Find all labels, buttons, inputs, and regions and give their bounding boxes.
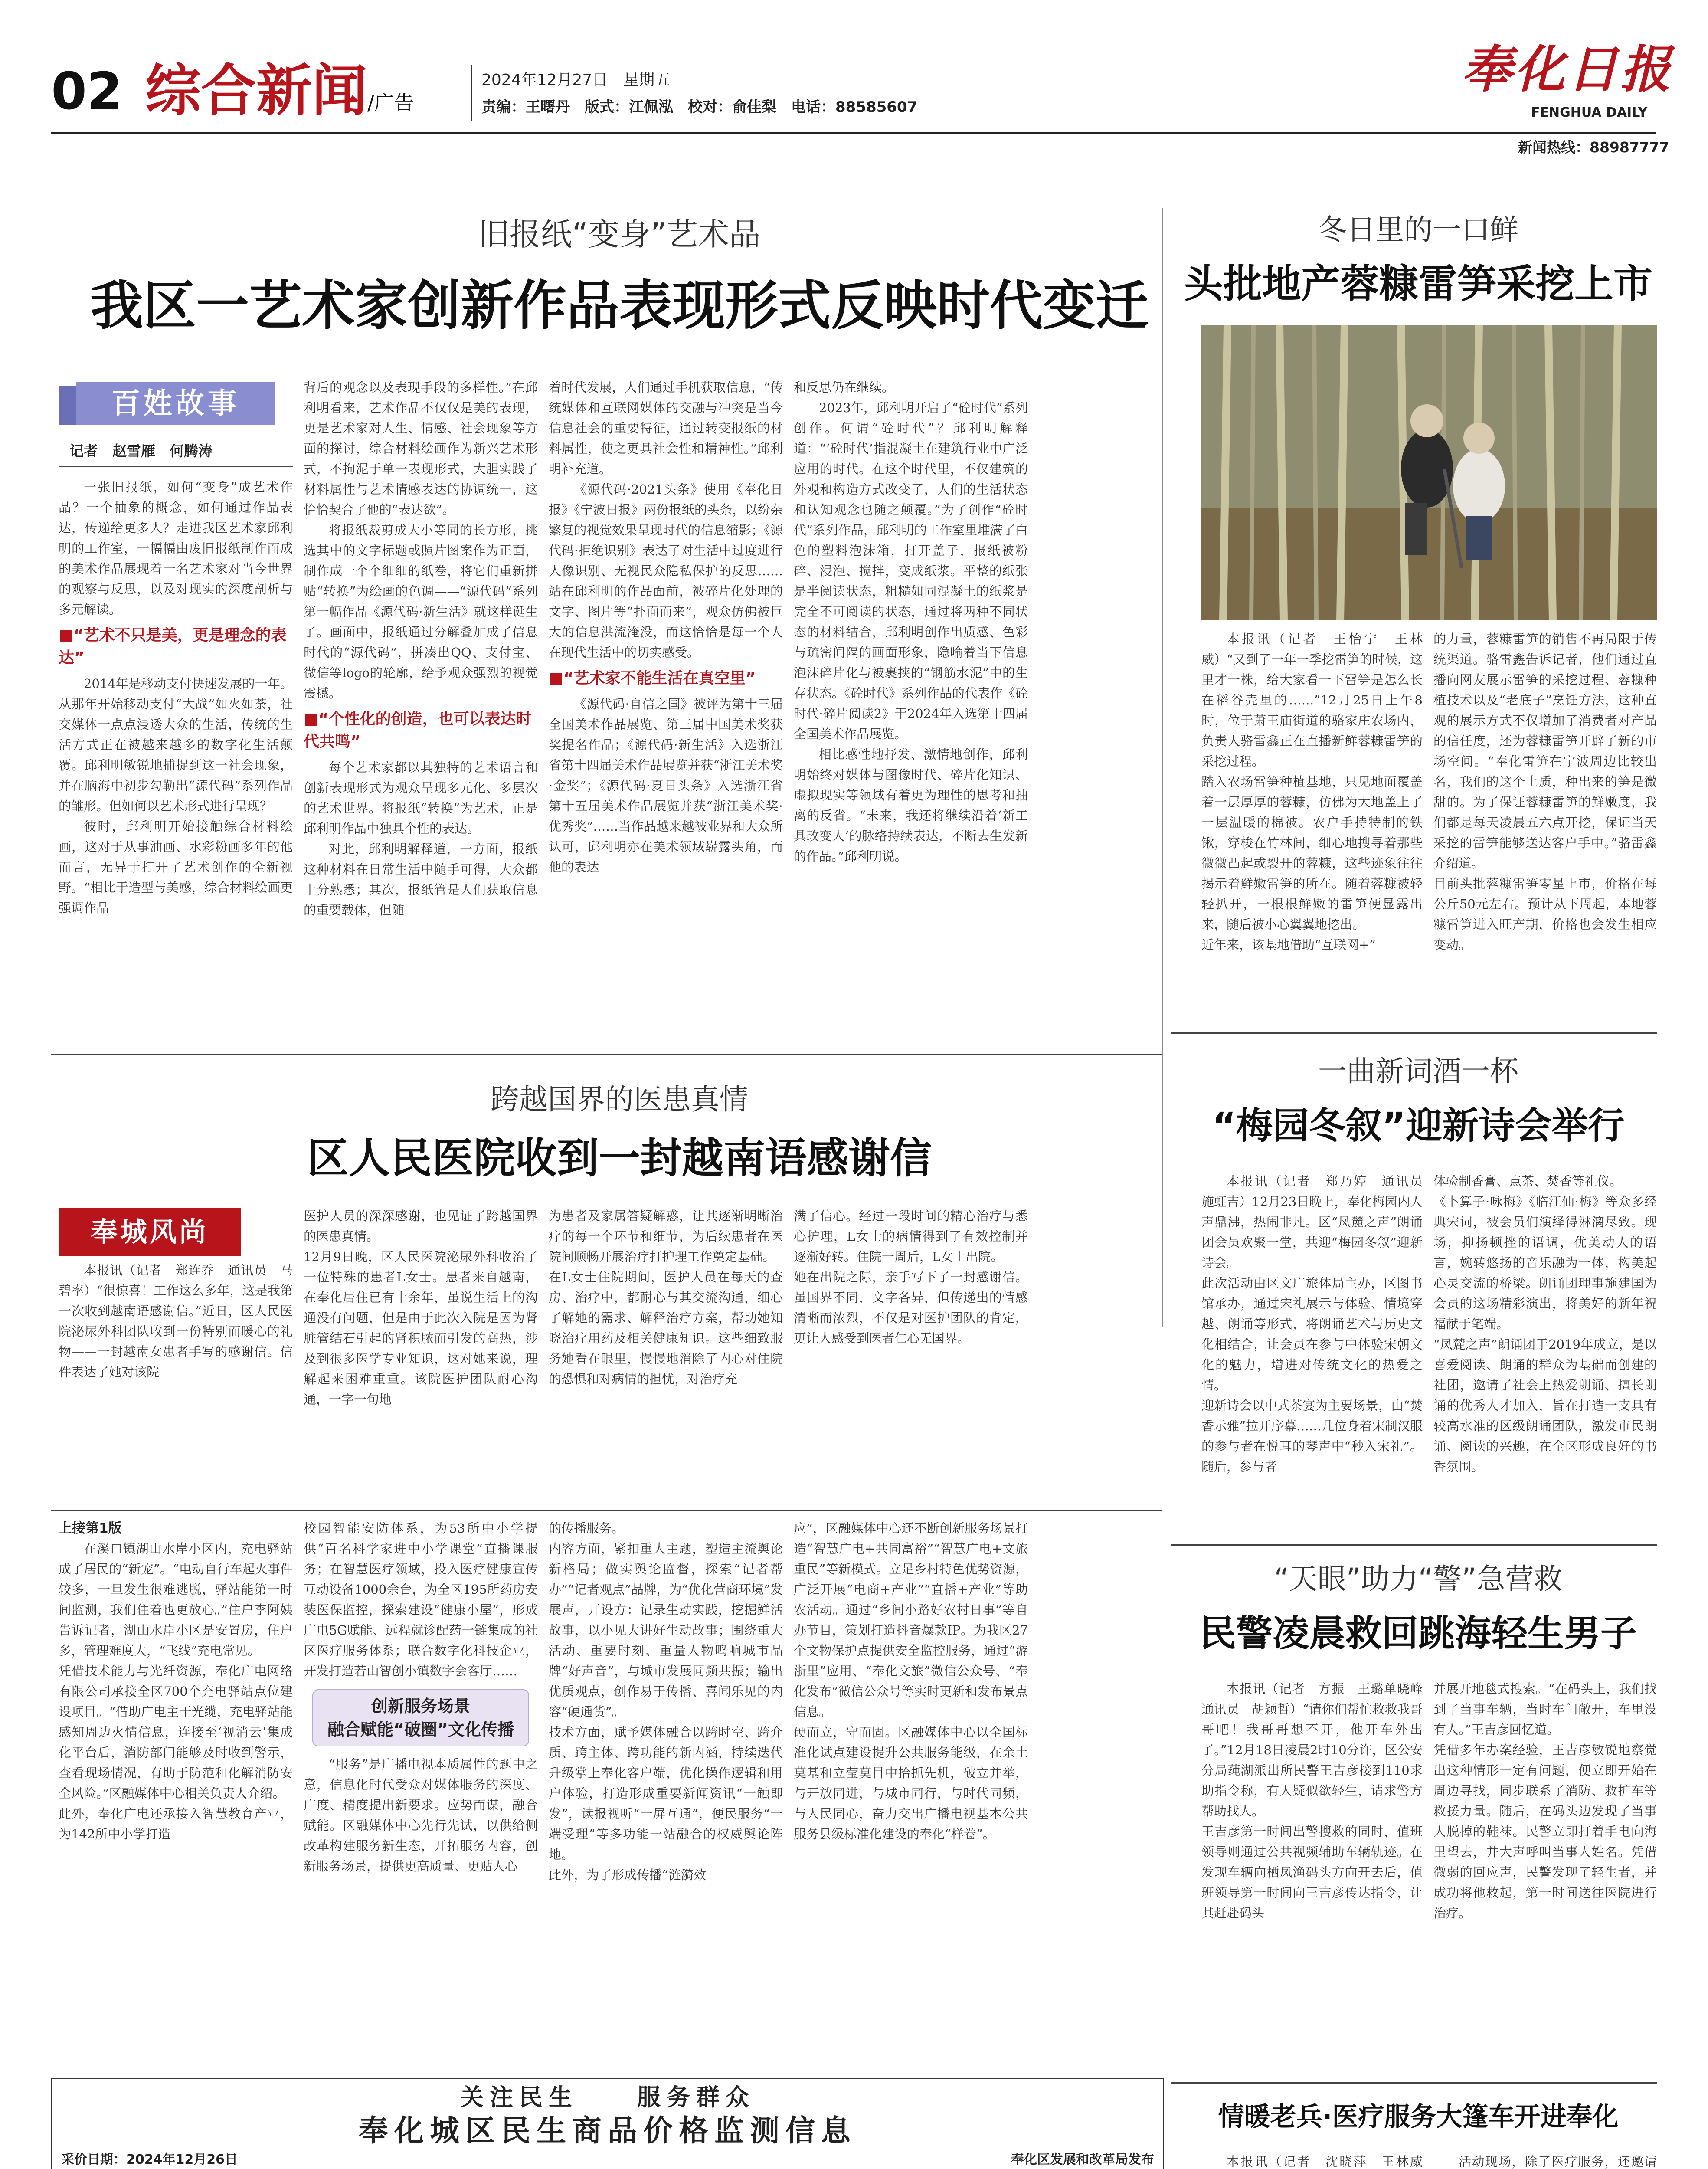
jump-text: 校园智能安防体系，为53所中小学提供“百名科学家进中小学课堂”直播课服务；在智慧医疗领域，投入医疗健康宣传互动设备1000余台，为全区195所药房安装医保监控，探索建设“健康小屋”，形成广电5G赋能、远程就诊配药一链集成的社区医疗服务体系；联合数字化科技企业，开发打造若山智创小镇数字会客厅…… (304, 1521, 538, 1678)
poem-kicker: 一曲新词酒一杯 (1318, 1055, 1518, 1088)
hospital-column-4 (794, 1206, 1028, 1505)
police-headline: 民警凌晨救回跳海轻生男子 (1199, 1612, 1637, 1655)
art-column-3 (549, 377, 783, 1037)
jump-banner-line-1: 创新服务场景 (371, 1697, 470, 1716)
police-column-1 (1201, 1679, 1423, 2061)
section-rule (51, 1510, 1162, 1511)
jump-text: 在溪口镇湖山水岸小区内，充电驿站成了居民的“新宠”。“电动自行车起火事件较多，一旦发生很难逃脱，驿站能第一时间监测，我们住着也更放心。”住户李阿姨告诉记者，湖山水岸小区是安置房，住户多，管理难度大，“飞线”充电常见。 凭借技术能力与光纤资源，奉化广电网络有限公司承接全区700个充电驿站点位建设项目。“借助广电主干光缆，充电驿站能感知周边火情信息，连接至‘视消云’集成化平台后，消防部门能够及时收到警示，查看现场情况，有助于防范和化解消防安全风险。”区融媒体中心相关负责人介绍。 此外，奉化广电还承接入智慧教育产业，为142所中小学打造 (59, 1541, 293, 1841)
poem-text: 体验制香膏、点茶、焚香等礼仪。 《卜算子·咏梅》《临江仙·梅》等众多经典宋词，被会员们演绎得淋漓尽致。现场，抑扬顿挫的语调，优美动人的语言，婉转悠扬的音乐融为一体，构美起心灵交流的桥梁。朗诵团理事施建国为会员的这场精彩演出，将美好的新年祝福献于笔端。 “凤麓之声”朗诵团于2019年成立，是以喜爱阅读、朗诵的群众为基础而创建的社团，邀请了社会上热爱朗诵、擅长朗诵的优秀人才加入，旨在打造一支具有较高水准的区级朗诵团队，激发市民朗诵、阅读的兴趣，在全区形成良好的书香氛围。 (1433, 1174, 1657, 1474)
column-logo-text: 百姓故事 (76, 382, 275, 425)
price-board (51, 2078, 1164, 2169)
header-divider (471, 65, 472, 121)
jump-column-3 (549, 1518, 783, 2074)
bamboo-illustration (1201, 325, 1657, 620)
art-paragraph: 彼时，邱利明开始接触综合材料绘画，这对于从事油画、水彩粉画多年的他而言，无异于打开了艺术创作的全新视野。“相比于造型与美感，综合材料绘画更强调作品 (59, 819, 293, 915)
header-rule (51, 132, 1656, 134)
bamboo-headline: 头批地产蓉糠雷笋采挖上市 (1184, 261, 1652, 307)
art-headline: 我区一艺术家创新作品表现形式反映时代变迁 (90, 275, 1148, 337)
hospital-kicker: 跨越国界的医患真情 (491, 1083, 748, 1116)
veterans-column-2 (1433, 2152, 1657, 2169)
art-paragraph: 相比感性地抒发、激情地创作，邱利明始终对媒体与图像时代、碎片化知识、虚拟现实等领域有着更为理性的思考和抽离的反省。“未来，我还将继续沿着‘新工具改变人’的脉络持续表达，不断去生发新的作品。”邱利明说。 (794, 747, 1028, 864)
hospital-text: 本报讯（记者 郑连乔 通讯员 马碧率）“很惊喜！工作这么多年，这是我第一次收到越南语感谢信。”近日，区人民医院泌尿外科团队收到一份特别而暖心的礼物——一封越南女患者手写的感谢信。信件表达了她对该院 (59, 1263, 293, 1379)
art-paragraph: 一张旧报纸，如何“变身”成艺术作品？一个抽象的概念，如何通过作品表达，传递给更多人？走进我区艺术家邱利明的工作室，一幅幅由废旧报纸制作而成的美术作品展现着一名艺术家对当今世界的观察与反思，以及对现实的深度剖析与多元解读。 (59, 480, 293, 617)
art-column-2 (304, 377, 538, 1037)
bamboo-column-2 (1433, 629, 1657, 1115)
veterans-headline: 情暖老兵·医疗服务大篷车开进奉化 (1218, 2102, 1619, 2132)
art-column-1 (59, 477, 293, 1037)
art-column-4 (794, 377, 1028, 1037)
police-kicker: “天眼”助力“警”急营救 (1274, 1562, 1563, 1596)
art-paragraph: 《源代码·自信之国》被评为第十三届全国美术作品展览、第三届中国美术奖获奖提名作品；《源代码·新生活》入选浙江省第十四届美术作品展览并获“浙江美术奖·金奖”；《源代码·夏日头条》入选浙江省第十五届美术作品展览并获“浙江美术奖·优秀奖”……当作品越来越被业界和大众所认可，邱利明亦在美术领域崭露头角，而他的表达 (549, 697, 783, 875)
hospital-column-1 (59, 1260, 293, 1503)
bamboo-column-1 (1201, 629, 1423, 1115)
art-byline: 记者 赵雪雁 何腾涛 (69, 442, 213, 459)
hospital-column-3 (549, 1206, 783, 1505)
art-subhead-3: ■“艺术家不能生活在真空里” (549, 669, 756, 687)
art-subhead-2: ■“个性化的创造，也可以表达时代共鸣” (304, 710, 532, 750)
poem-text: 本报讯（记者 郑乃婷 通讯员 施虹吉）12月23日晚上，奉化梅园内人声鼎沸，热闹非凡。区“凤麓之声”朗诵团会员欢聚一堂，共迎“梅园冬叙”迎新诗会。 此次活动由区文广旅体局主办，区图书馆承办，通过宋礼展示与体验、情境穿越、朗诵等形式，将朗诵艺术与历史文化相结合，让会员在参与中体验宋朝文化的魅力，增进对传统文化的热爱之情。 迎新诗会以中式茶宴为主要场景，由“焚香示雅”拉开序幕……几位身着宋制汉服的参与者在悦耳的琴声中“秒入宋礼”。随后，参与者 (1201, 1174, 1423, 1474)
art-paragraph: 2014年是移动支付快速发展的一年。从那年开始移动支付“大战”如火如荼，社交媒体一点点浸透大众的生活，传统的生活方式正在被越来越多的数字化生活颠覆。邱利明敏锐地捕捉到这一社会现象，并在脑海中初步勾勒出“源代码”系列作品的雏形。但如何以艺术形式进行呈现？ (59, 676, 293, 813)
art-paragraph: 背后的观念以及表现手段的多样性。”在邱利明看来，艺术作品不仅仅是美的表现，更是艺术家对人生、情感、社会现象等方面的探讨，综合材料绘画作为新兴艺术形式，不拘泥于单一表现形式，大胆实践了材料属性与艺术情感表达的协调统一，这恰恰契合了他的“表达欲”。 (304, 380, 538, 517)
staff-line: 责编：王曙丹 版式：江佩泓 校对：俞佳梨 电话：88585607 (481, 98, 918, 116)
poem-column-1 (1201, 1171, 1423, 1531)
police-column-2 (1433, 1679, 1657, 2061)
jump-text: 的传播服务。 内容方面，紧扣重大主题，塑造主流舆论新格局；做实舆论监督，探索“记者帮办”“记者观点”品牌，为“优化营商环境”发展声，开设方：记录生动实践，挖掘鲜活故事，以小见大讲好生动故事；围绕重大活动、重要时刻、重量人物鸣响城市品牌“好声音”，与城市发展同频共振；输出优质观点，创作易于传播、喜闻乐见的内容“硬通货”。 技术方面，赋予媒体融合以跨时空、跨介质、跨主体、跨功能的新内涵，持续迭代升级掌上奉化客户端，优化操作逻辑和用户体验，打造形成重要新闻资讯“一触即发”，读报视听“一屏互通”，便民服务“一端受理”等多功能一站融合的权威舆论阵地。 此外，为了形成传播“涟漪效 (549, 1521, 783, 1882)
jump-banner (312, 1689, 529, 1746)
hospital-text: 满了信心。经过一段时间的精心治疗与悉心护理，L女士的病情得到了有效控制并逐渐好转。住院一周后，L女士出院。 她在出院之际，亲手写下了一封感谢信。虽国界不同，文字各异，但传递出的情感清晰而浓烈，不仅是对医护团队的肯定，更让人感受到医者仁心无国界。 (794, 1209, 1028, 1346)
poem-column-2 (1433, 1171, 1657, 1531)
section-rule (51, 1054, 1162, 1055)
jump-column-2 (304, 1518, 538, 2074)
poem-headline: “梅园冬叙”迎新诗会举行 (1212, 1104, 1625, 1147)
section-title (145, 61, 414, 138)
section-suffix: /广告 (367, 91, 414, 115)
newspaper-english: FENGHUA DAILY (1531, 105, 1648, 120)
art-paragraph: 将报纸裁剪成大小等同的长方形，挑选其中的文字标题或照片图案作为正面，制作成一个个细细的纸卷，将它们重新拼贴“转换”为绘画的色调——“源代码”系列第一幅作品《源代码·新生活》就这样诞生了。画面中，报纸通过分解叠加成了信息时代的“源代码”，拼凑出QQ、支付宝、微信等logo的轮廓，给予观众强烈的视觉震撼。 (304, 523, 538, 701)
veterans-text: 本报讯（记者 沈晓萍 王林威 (1227, 2154, 1423, 2169)
veterans-column-1 (1201, 2152, 1423, 2169)
police-text: 本报讯（记者 方振 王璐单晓峰 通讯员 胡颖哲）“请你们帮忙救救我哥哥吧！我哥哥想不开，他开车外出了。”12月18日凌晨2时10分许，区公安分局莼湖派出所民警王吉彦接到110求助指令称，有人疑似欲轻生，请求警方帮助找人。 王吉彦第一时间出警搜救的同时，值班领导则通过公共视频辅助车辆轨迹。在发现车辆向栖凤渔码头方向开去后，值班领导第一时间向王吉彦传达指令，让其赶赴码头 (1201, 1681, 1423, 1920)
date-line: 2024年12月27日 星期五 (481, 71, 671, 89)
bamboo-text: 本报讯（记者 王怡宁 王林威）“又到了一年一季挖雷笋的时候，这里才一株，给大家看一下雷笋是怎么长在稻谷壳里的……”12月25日上午8时，位于萧王庙街道的骆家庄农场内，负责人骆雷鑫正在直播新鲜蓉糠雷笋的采挖过程。 踏入农场雷笋种植基地，只见地面覆盖着一层厚厚的蓉糠，仿佛为大地盖上了一层温暖的棉被。农户手持特制的铁锹，穿梭在竹林间，细心地搜寻着那些微微凸起或裂开的蓉糠，这些迹象往往揭示着鲜嫩雷笋的所在。随着蓉糠被轻轻扒开，一根根鲜嫩的雷笋便显露出来，随后被小心翼翼地挖出。 近年来，该基地借助“互联网+” (1201, 632, 1423, 952)
bamboo-text: 的力量，蓉糠雷笋的销售不再局限于传统渠道。骆雷鑫告诉记者，他们通过直播向网友展示雷笋的采挖过程、蓉糠种植技术以及“老底子”烹饪方法，这种直观的展示方式不仅增加了消费者对产品的信任度，还为蓉糠雷笋开辟了新的市场空间。“奉化雷笋在宁波周边比较出名，我们的这个土质，种出来的笋是微甜的。为了保证蓉糠雷笋的鲜嫩度，我们都是每天凌晨五六点开挖，保证当天采挖的雷笋能够送达客户手中。”骆雷鑫介绍道。 目前头批蓉糠雷笋零星上市，价格在每公斤50元左右。预计从下周起，本地蓉糠雷笋进入旺产期，价格也会发生相应变动。 (1433, 632, 1657, 952)
section-rule (1171, 1544, 1657, 1546)
bamboo-kicker: 冬日里的一口鲜 (1318, 213, 1518, 246)
jump-column-1 (59, 1518, 293, 2074)
hospital-column-2 (304, 1206, 538, 1505)
art-paragraph: 2023年，邱利明开启了“砼时代”系列创作。何谓“砼时代”？邱利明解释道：“‘砼时代’指混凝土在建筑行业中广泛应用的时代。在这个时代里，不仅建筑的外观和构造方式改变了，人们的生活状态和认知观念也随之颠覆。”为了创作“砼时代”系列作品，邱利明的工作室里堆满了白色的塑料泡沫箱，打开盖子，报纸被粉碎、浸泡、搅拌，变成纸浆。平整的纸张是半阅读状态，粗糙如同混凝土的纸浆是完全不可阅读的状态，通过将两种不同状态的材料结合，邱利明创作出质感、色彩与疏密间隔的画面形象，隐喻着当下信息泡沫碎片化与被裹挟的“钢筋水泥”中的生存状态。《砼时代》系列作品的代表作《砼时代·碎片阅读2》于2024年入选第十四届全国美术作品展览。 (794, 400, 1028, 741)
art-paragraph: 每个艺术家都以其独特的艺术语言和创新表现形式为观众呈现多元化、多层次的艺术世界。将报纸“转换”为艺术，正是邱利明作品中独具个性的表达。 (304, 760, 538, 836)
art-subhead-1: ■“艺术不只是美，更是理念的表达” (59, 626, 287, 667)
price-title-1: 关注民生 服务群众 (460, 2083, 755, 2111)
art-byline-rule (59, 466, 293, 467)
art-paragraph: 《源代码·2021头条》使用《奉化日报》《宁波日报》两份报纸的头条，以纷杂繁复的视觉效果呈现时代的信息缩影；《源代码·拒绝识别》表达了对生活中过度进行人像识别、无视民众隐私保护的反思……站在邱利明的作品面前，被碎片化处理的文字、图片等“扑面而来”，观众仿佛被巨大的信息洪流淹没，而这恰恰是每一个人在现代生活中的切实感受。 (549, 482, 783, 660)
section-rule (1171, 1032, 1657, 1034)
hospital-headline: 区人民医院收到一封越南语感谢信 (307, 1134, 932, 1183)
price-title-2: 奉化城区民生商品价格监测信息 (358, 2114, 857, 2148)
page-number: 02 (51, 61, 123, 121)
veterans-text: 活动现场，除了医疗服务，还邀请 (1459, 2154, 1657, 2169)
section-rule (1171, 2082, 1657, 2084)
art-kicker: 旧报纸“变身”艺术品 (478, 216, 761, 252)
art-paragraph: 对此，邱利明解释道，一方面，报纸这种材料在日常生活中随手可得，大众都十分熟悉；其次，报纸管是人们获取信息的重要载体，但随 (304, 842, 538, 917)
section-name: 综合新闻 (145, 59, 368, 123)
price-publisher: 奉化区发展和改革局发布 (1011, 2152, 1154, 2167)
jump-label: 上接第1版 (59, 1520, 122, 1536)
newspaper-logo: 奉化日报 (1462, 40, 1673, 99)
bamboo-photo (1201, 325, 1657, 620)
jump-text: 应”，区融媒体中心还不断创新服务场景打造“智慧广电+共同富裕”“智慧广电+文旅重民”等新模式。立足乡村特色优势资源，广泛开展“电商+产业”“直播+产业”等助农活动。通过“乡间小路好农村日事”等自办节目，策划打造抖音爆款IP。为我区27个文物保护点提供安全监控服务，通过“游浙里”应用、“奉化文旅”微信公众号、“奉化发布”微信公众号等实时更新和发布景点信息。 硬而立，守而固。区融媒体中心以全国标准化试点建设提升公共服务能级，在余土莫基和立莹莫目中拾抓先机，破立并举，与开放同进，与城市同行，与时代同频，与人民同心，奋力交出广播电视基本公共服务县级标准化建设的奉化“样卷”。 (794, 1521, 1028, 1841)
jump-banner-line-2: 融合赋能“破圈”文化传播 (327, 1720, 514, 1739)
column-logo-fengcheng-text: 奉城风尚 (90, 1216, 209, 1248)
hospital-text: 为患者及家属答疑解惑，让其逐渐明晰治疗的每一个环节和细节，为后续患者在医院间顺畅开展治疗打护理工作奠定基础。 在L女士住院期间，医护人员在每天的查房、治疗中，都耐心与其交流沟通，细心了解她的需求、解释治疗方案，帮助她知晓治疗用药及相关健康知识。这些细致服务她看在眼里，慢慢地消除了内心对住院的恐惧和对病情的担忧，对治疗充 (549, 1209, 783, 1386)
news-hotline: 新闻热线：88987777 (1518, 139, 1669, 156)
price-collect-date: 采价日期：2024年12月26日 (61, 2152, 238, 2167)
police-text: 并展开地毯式搜索。“在码头上，我们找到了当事车辆，当时车门敞开，车里没有人。”王吉彦回忆道。 凭借多年办案经验，王吉彦敏锐地察觉出这种情形一定有问题，便立即开始在周边寻找，同步联系了消防、救护车等救援力量。随后，在码头边发现了当事人脱掉的鞋袜。民警立即打着手电向海里望去，并大声呼叫当事人姓名。凭借微弱的回应声，民警发现了轻生者，并成功将他救起，第一时间送往医院进行治疗。 (1433, 1681, 1657, 1920)
column-logo-fengcheng (59, 1208, 241, 1256)
art-paragraph: 着时代发展，人们通过手机获取信息，“传统媒体和互联网媒体的交融与冲突是当今信息社会的重要特征，通过转变报纸的材料属性，使之更具社会性和精神性。”邱利明补充道。 (549, 380, 783, 476)
jump-column-4 (794, 1518, 1028, 2074)
art-paragraph: 和反思仍在继续。 (794, 380, 895, 395)
hospital-text: 医护人员的深深感谢，也见证了跨越国界的医患真情。 12月9日晚，区人民医院泌尿外科收治了一位特殊的患者L女士。患者来自越南，在奉化居住已有十余年，虽说生活上的沟通没有问题，但是由于此次入院是因为肾脏管结石引起的肾积脓而引发的高热，涉及到很多医学专业知识，这对她来说，理解起来困难重重。该院医护团队耐心沟通，一字一句地 (304, 1209, 538, 1407)
column-logo-baixing (59, 382, 280, 429)
jump-text: “服务”是广播电视本质属性的题中之意，信息化时代受众对媒体服务的深度、广度、精度提出新要求。应势而谋，融合赋能。区融媒体中心先行先试，以供给侧改革构建服务新生态，开拓服务内容，创新服务场景，提供更高质量、更贴人心 (304, 1757, 538, 1874)
